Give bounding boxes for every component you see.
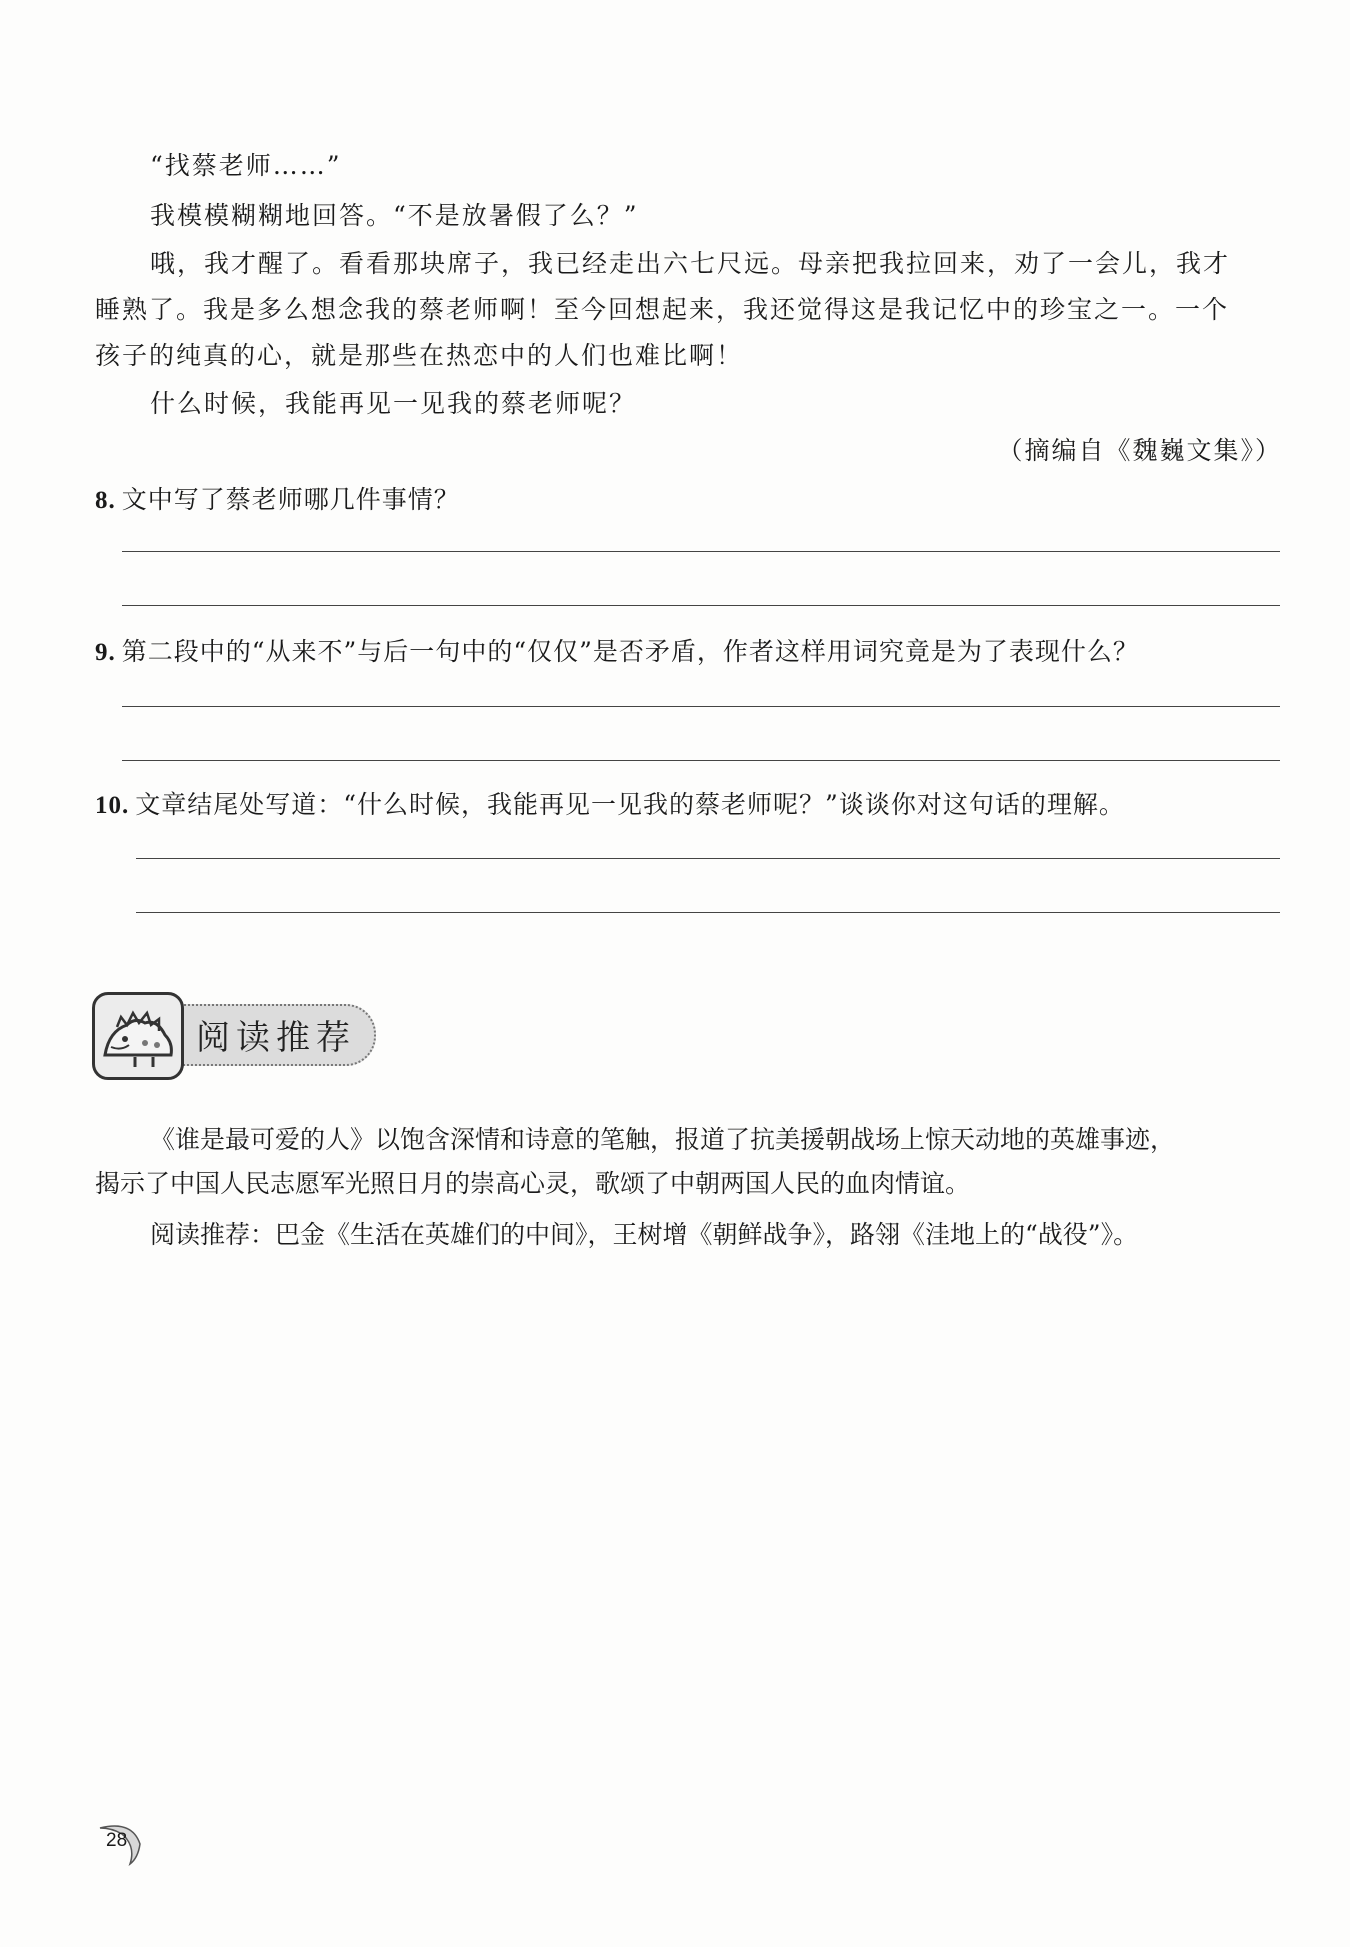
recommendation-line: 阅读推荐：巴金《生活在英雄们的中间》，王树增《朝鲜战争》，路翎《洼地上的“战役”》。 (150, 1220, 1139, 1249)
recommendation-line: 《谁是最可爱的人》以饱含深情和诗意的笔触，报道了抗美援朝战场上惊天动地的英雄事迹， (150, 1125, 1176, 1154)
answer-line[interactable] (122, 551, 1280, 552)
answer-line[interactable] (122, 706, 1280, 707)
recommendation-line: 揭示了中国人民志愿军光照日月的崇高心灵，歌颂了中朝两国人民的血肉情谊。 (95, 1169, 971, 1198)
reading-recommendation-banner (92, 990, 382, 1082)
answer-line[interactable] (122, 760, 1280, 761)
passage-line: 哦，我才醒了。看看那块席子，我已经走出六七尺远。母亲把我拉回来，劝了一会儿，我才 (150, 249, 1231, 278)
passage-line: “找蔡老师……” (150, 151, 342, 180)
passage-line: 睡熟了。我是多么想念我的蔡老师啊！至今回想起来，我还觉得这是我记忆中的珍宝之一。一个 (95, 295, 1230, 324)
question-text: 文中写了蔡老师哪几件事情？ (121, 485, 460, 514)
passage-line: 我模模糊糊地回答。“不是放暑假了么？” (150, 201, 639, 230)
passage-line: 孩子的纯真的心，就是那些在热恋中的人们也难比啊！ (95, 341, 744, 370)
question-number: 9. (95, 639, 116, 666)
passage-source: （摘编自《魏巍文集》） (997, 436, 1282, 465)
passage-line: 什么时候，我能再见一见我的蔡老师呢？ (150, 389, 637, 418)
question-text: 第二段中的“从来不”与后一句中的“仅仅”是否矛盾，作者这样用词究竟是为了表现什么？ (121, 637, 1139, 666)
answer-line[interactable] (122, 605, 1280, 606)
question-number: 8. (95, 487, 116, 514)
question-number: 10. (95, 792, 130, 819)
section-title: 阅读推荐 (196, 1018, 356, 1058)
question-text: 文章结尾处写道：“什么时候，我能再见一见我的蔡老师呢？”谈谈你对这句话的理解。 (135, 790, 1125, 819)
page-number-badge (92, 1818, 150, 1868)
answer-line[interactable] (136, 858, 1280, 859)
dinosaur-icon (92, 992, 184, 1080)
page-number: 28 (106, 1830, 128, 1851)
answer-line[interactable] (136, 912, 1280, 913)
